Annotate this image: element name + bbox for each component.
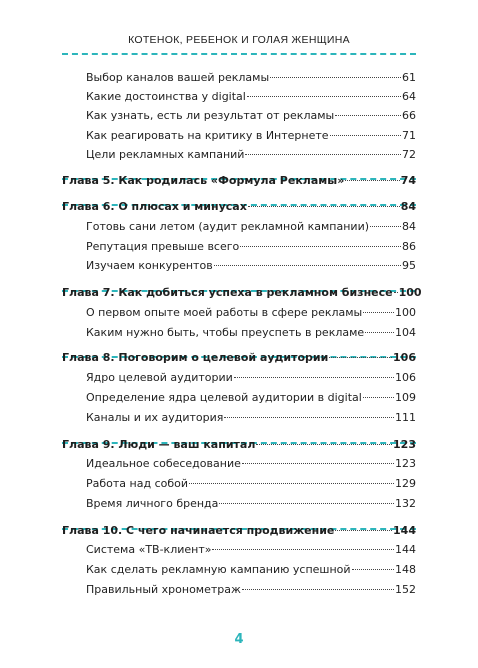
dot-leader	[224, 417, 394, 418]
toc-entry-title: Каким нужно быть, чтобы преуспеть в рекламе	[86, 326, 365, 339]
toc-chapter-entry[interactable]	[62, 198, 416, 216]
dot-leader	[212, 549, 394, 550]
toc-entry-title: Идеальное собеседование	[86, 457, 241, 470]
toc-entry-title: Определение ядра целевой аудитории в digital	[86, 391, 362, 404]
toc-chapter-entry[interactable]	[62, 349, 416, 367]
toc-entry-page: 64	[402, 90, 416, 103]
toc-entry-page: 74	[400, 174, 416, 187]
dot-leader	[219, 503, 394, 504]
toc-entry-page: 144	[395, 543, 416, 556]
toc-entry-page: 84	[402, 220, 416, 233]
dot-leader	[270, 77, 401, 78]
dot-leader	[242, 463, 394, 464]
toc-entry-title: Цели рекламных кампаний	[86, 148, 245, 161]
dot-leader	[330, 135, 401, 136]
toc-entry-page: 152	[395, 583, 416, 596]
toc-section-entry[interactable]	[86, 541, 416, 559]
toc-entry-title: Правильный хронометраж	[86, 583, 241, 596]
toc-entry-page: 71	[402, 129, 416, 142]
toc-entry-title: Выбор каналов вашей рекламы	[86, 71, 270, 84]
page-number: 4	[234, 632, 244, 647]
toc-entry-title: Как сделать рекламную кампанию успешной	[86, 563, 351, 576]
dot-leader	[363, 397, 394, 398]
toc-entry-title: Глава 7. Как добиться успеха в рекламном бизнесе	[62, 286, 393, 299]
toc-section-entry[interactable]	[86, 88, 416, 106]
toc-entry-title: Как реагировать на критику в Интернете	[86, 129, 329, 142]
toc-entry-page: 148	[395, 563, 416, 576]
toc-entry-title: Работа над собой	[86, 477, 189, 490]
dot-leader	[189, 483, 394, 484]
dot-leader	[329, 357, 392, 358]
toc-entry-title: Глава 8. Поговорим о целевой аудитории	[62, 351, 329, 364]
toc-entry-title: Глава 9. Люди — ваш капитал	[62, 438, 256, 451]
toc-chapter-entry[interactable]	[62, 284, 422, 302]
toc-section-entry[interactable]	[86, 561, 416, 579]
toc-section-entry[interactable]	[86, 69, 416, 87]
toc-section-entry[interactable]	[86, 218, 416, 236]
dot-leader	[352, 569, 394, 570]
toc-entry-title: Каналы и их аудитория	[86, 411, 224, 424]
toc-section-entry[interactable]	[86, 495, 416, 513]
dot-leader	[240, 246, 401, 247]
toc-entry-title: Глава 5. Как родилась «Формула Рекламы»	[62, 174, 345, 187]
dot-leader	[248, 206, 400, 207]
toc-entry-title: Как узнать, есть ли результат от рекламы	[86, 109, 335, 122]
dot-leader	[365, 332, 394, 333]
toc-section-entry[interactable]	[86, 146, 416, 164]
toc-section-entry[interactable]	[86, 389, 416, 407]
toc-entry-title: Ядро целевой аудитории	[86, 371, 233, 384]
dot-leader	[335, 115, 401, 116]
toc-entry-page: 106	[393, 351, 416, 364]
toc-entry-page: 109	[395, 391, 416, 404]
running-header: КОТЕНОК, РЕБЕНОК И ГОЛАЯ ЖЕНЩИНА	[128, 34, 350, 46]
dot-leader	[247, 96, 401, 97]
dot-leader	[363, 312, 394, 313]
toc-entry-title: Глава 6. О плюсах и минусах	[62, 200, 247, 213]
toc-section-entry[interactable]	[86, 324, 416, 342]
dot-leader	[214, 265, 401, 266]
toc-entry-page: 72	[402, 148, 416, 161]
toc-entry-page: 144	[393, 524, 416, 537]
toc-section-entry[interactable]	[86, 304, 416, 322]
dot-leader	[242, 589, 394, 590]
dot-leader	[394, 292, 398, 293]
toc-entry-page: 84	[400, 200, 416, 213]
toc-entry-page: 100	[398, 286, 422, 299]
dot-leader	[345, 180, 399, 181]
header-divider	[62, 53, 416, 55]
toc-entry-page: 66	[402, 109, 416, 122]
toc-section-entry[interactable]	[86, 107, 416, 125]
toc-entry-page: 111	[395, 411, 416, 424]
toc-entry-title: О первом опыте моей работы в сфере рекламы	[86, 306, 363, 319]
toc-section-entry[interactable]	[86, 475, 416, 493]
toc-entry-title: Репутация превыше всего	[86, 240, 240, 253]
toc-entry-title: Время личного бренда	[86, 497, 219, 510]
dot-leader	[234, 377, 394, 378]
toc-entry-title: Система «ТВ-клиент»	[86, 543, 212, 556]
toc-section-entry[interactable]	[86, 455, 416, 473]
toc-entry-title: Глава 10. С чего начинается продвижение	[62, 524, 335, 537]
toc-entry-page: 106	[395, 371, 416, 384]
toc-entry-page: 86	[402, 240, 416, 253]
toc-entry-title: Изучаем конкурентов	[86, 259, 213, 272]
toc-entry-page: 129	[395, 477, 416, 490]
toc-section-entry[interactable]	[86, 581, 416, 599]
toc-chapter-entry[interactable]	[62, 522, 416, 540]
toc-entry-page: 132	[395, 497, 416, 510]
dot-leader	[370, 226, 401, 227]
toc-entry-title: Какие достоинства у digital	[86, 90, 246, 103]
toc-entry-title: Готовь сани летом (аудит рекламной кампании)	[86, 220, 370, 233]
toc-entry-page: 123	[395, 457, 416, 470]
toc-section-entry[interactable]	[86, 369, 416, 387]
toc-section-entry[interactable]	[86, 127, 416, 145]
toc-section-entry[interactable]	[86, 257, 416, 275]
toc-entry-page: 95	[402, 259, 416, 272]
toc-chapter-entry[interactable]	[62, 172, 416, 190]
toc-section-entry[interactable]	[86, 409, 416, 427]
toc-entry-page: 123	[393, 438, 416, 451]
toc-section-entry[interactable]	[86, 238, 416, 256]
dot-leader	[335, 530, 392, 531]
toc-entry-page: 100	[395, 306, 416, 319]
dot-leader	[245, 154, 401, 155]
dot-leader	[256, 444, 392, 445]
toc-chapter-entry[interactable]	[62, 436, 416, 454]
toc-entry-page: 104	[395, 326, 416, 339]
toc-entry-page: 61	[402, 71, 416, 84]
